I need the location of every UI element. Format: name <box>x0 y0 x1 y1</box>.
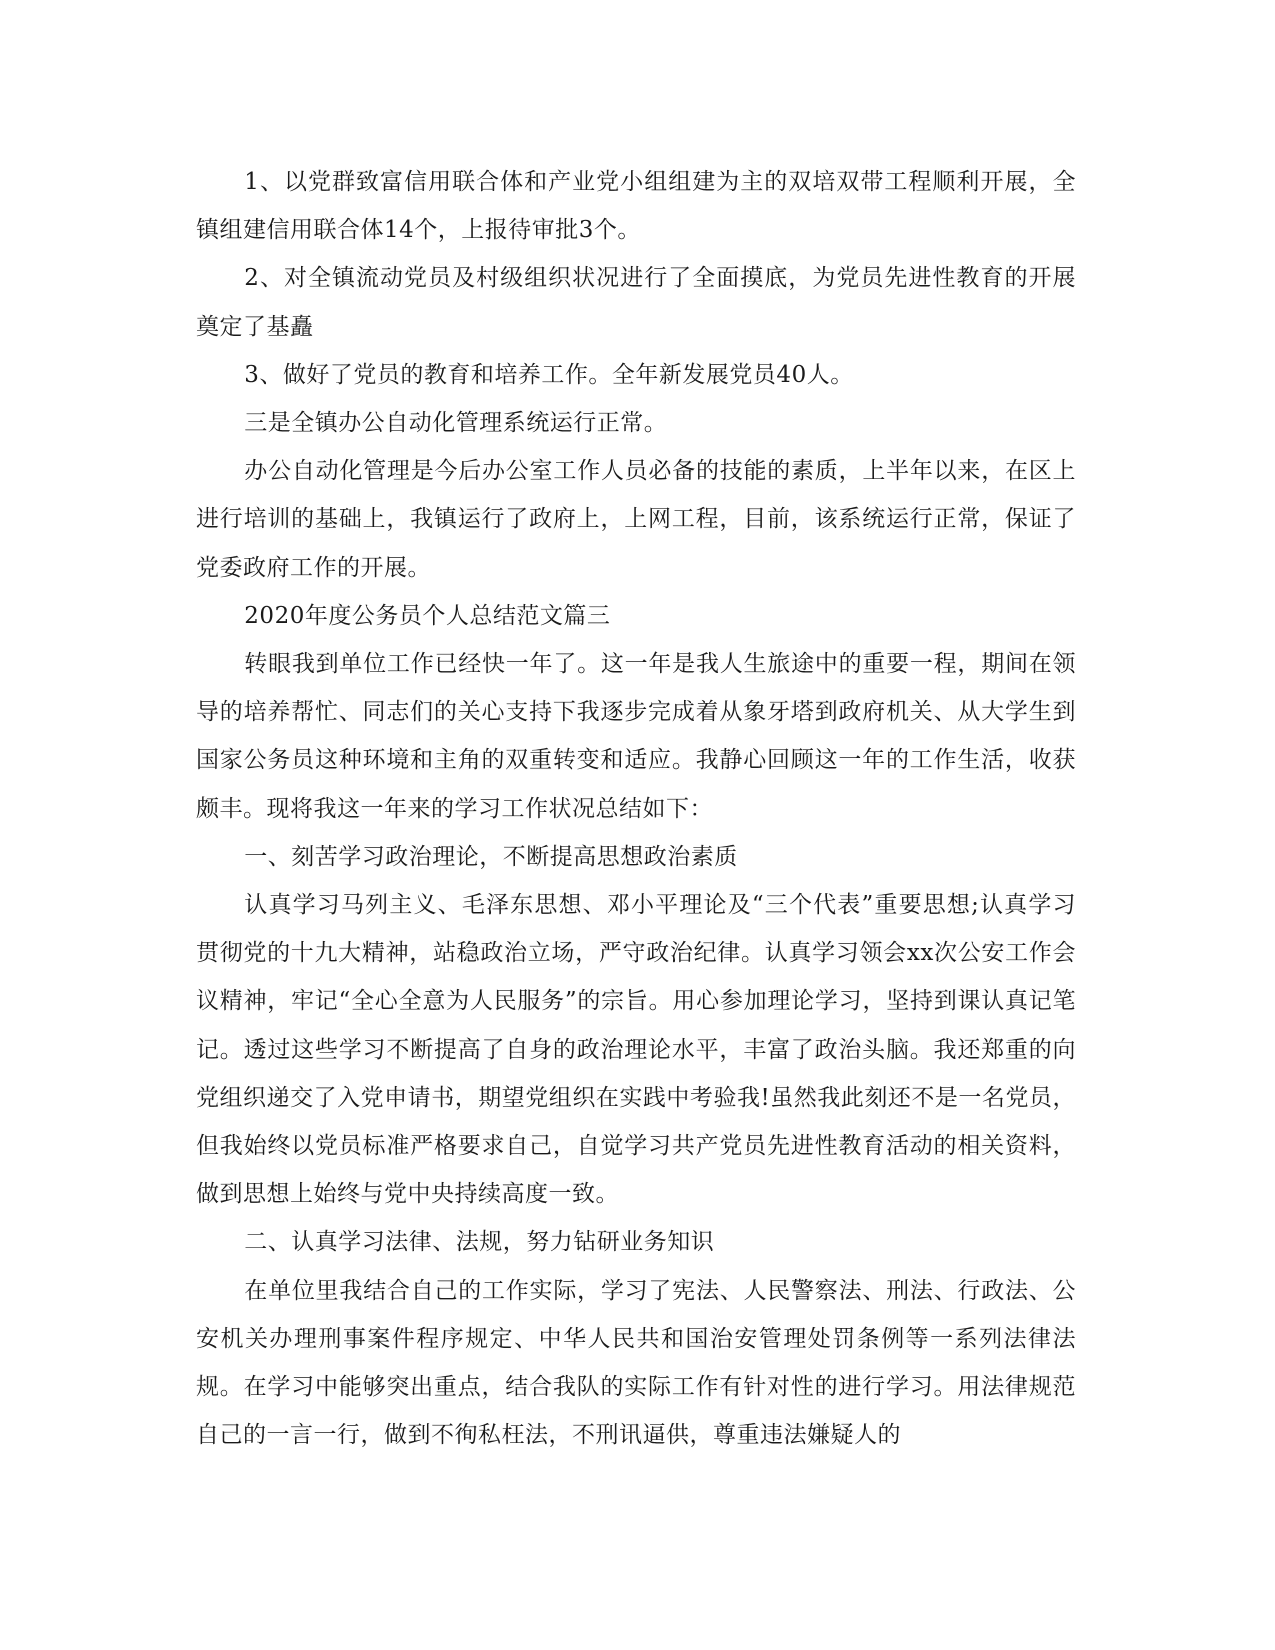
paragraph-legal-study: 在单位里我结合自己的工作实际，学习了宪法、人民警察法、刑法、行政法、公安机关办理刑事案件程序规定、中华人民共和国治安管理处罚条例等一系列法律法规。在学习中能够突出重点，结合我队的实际工作有针对性的进行学习。用法律规范自己的一言一行，做到不徇私枉法，不刑讯逼供，尊重违法嫌疑人的 <box>196 1277 1076 1449</box>
section-title: 2020年度公务员个人总结范文篇三 <box>244 602 611 629</box>
heading-legal-study: 二、认真学习法律、法规，努力钻研业务知识 <box>244 1229 715 1256</box>
document-body <box>196 158 1076 1459</box>
paragraph-office-automation: 办公自动化管理是今后办公室工作人员必备的技能的素质，上半年以来，在区上进行培训的基础上，我镇运行了政府上，上网工程，目前，该系统运行正常，保证了党委政府工作的开展。 <box>196 458 1076 581</box>
paragraph-office-automation-heading: 三是全镇办公自动化管理系统运行正常。 <box>244 410 668 437</box>
paragraph-achievement-2: 2、对全镇流动党员及村级组织状况进行了全面摸底，为党员先进性教育的开展奠定了基矗 <box>196 265 1076 340</box>
paragraph-political-study: 认真学习马列主义、毛泽东思想、邓小平理论及“三个代表”重要思想;认真学习贯彻党的十九大精神，站稳政治立场，严守政治纪律。认真学习领会xx次公安工作会议精神，牢记“全心全意为人民服务”的宗旨。用心参加理论学习，坚持到课认真记笔记。透过这些学习不断提高了自身的政治理论水平，丰富了政治头脑。我还郑重的向党组织递交了入党申请书，期望党组织在实践中考验我!虽然我此刻还不是一名党员，但我始终以党员标准严格要求自己，自觉学习共产党员先进性教育活动的相关资料，做到思想上始终与党中央持续高度一致。 <box>196 892 1076 1208</box>
heading-political-study: 一、刻苦学习政治理论，不断提高思想政治素质 <box>244 843 738 870</box>
paragraph-achievement-1: 1、以党群致富信用联合体和产业党小组组建为主的双培双带工程顺利开展，全镇组建信用联合体14个，上报待审批3个。 <box>196 169 1076 244</box>
paragraph-intro: 转眼我到单位工作已经快一年了。这一年是我人生旅途中的重要一程，期间在领导的培养帮忙、同志们的关心支持下我逐步完成着从象牙塔到政府机关、从大学生到国家公务员这种环境和主角的双重转变和适应。我静心回顾这一年的工作生活，收获颇丰。现将我这一年来的学习工作状况总结如下： <box>196 651 1076 822</box>
paragraph-achievement-3: 3、做好了党员的教育和培养工作。全年新发展党员40人。 <box>244 361 854 388</box>
